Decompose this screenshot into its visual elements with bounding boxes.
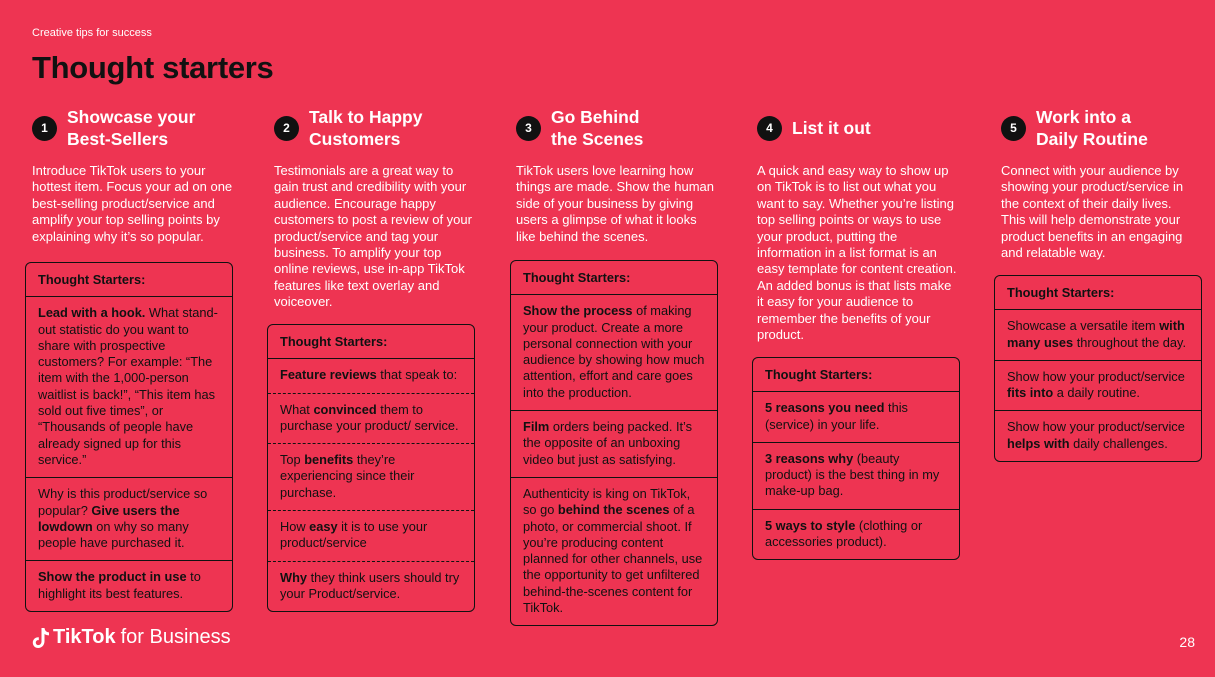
column-4-heading	[757, 106, 969, 150]
column-5-intro: Connect with your audience by showing your product/service in the context of their daily lives. This will help demonstrate your product benefits in an engaging and relatable way.	[1001, 163, 1184, 261]
page-title: Thought starters	[32, 50, 274, 85]
heading: Work into a Daily Routine	[1036, 107, 1148, 149]
column-5	[1001, 106, 1201, 150]
column-5-heading	[1001, 106, 1201, 150]
card-title: Thought Starters:	[511, 261, 717, 295]
column-2-intro: Testimonials are a great way to gain trust and credibility with your audience. Encourage happy customers to post a review of your product/service and tag your business. To amplify your top online reviews, use in-app TikTok features like text overlay and voiceover.	[274, 163, 472, 310]
card-item: 3 reasons why (beauty product) is the best thing in my make-up bag.	[753, 442, 959, 509]
card-title: Thought Starters:	[26, 263, 232, 297]
heading: Talk to Happy Customers	[309, 107, 423, 149]
column-3-card	[510, 260, 718, 626]
step-number-3: 3	[516, 116, 541, 141]
column-5-card	[994, 275, 1202, 462]
column-4	[757, 106, 969, 150]
card-item: Show the product in use to highlight its best features.	[26, 560, 232, 611]
column-1	[32, 106, 244, 150]
card-item: Lead with a hook. What stand-out statistic do you want to share with prospective customers? For example: “The item with the 1,000-person waitlist is back!”, “This item has sold out five times”, or “Thousands of people have already signed up for this service.”	[38, 305, 218, 467]
card-item: What convinced them to purchase your product/ service.	[268, 393, 474, 444]
tiktok-for-business-logo	[32, 626, 231, 649]
column-3	[516, 106, 728, 150]
card-item: How easy it is to use your product/service	[268, 510, 474, 561]
tiktok-note-icon	[32, 627, 50, 649]
column-4-intro: A quick and easy way to show up on TikTok is to list out what you want to say. Whether you’re listing top selling points or ways to use your product, putting the information in a list format is an easy template for content creation. An added bonus is that lists make it easy for your audience to remember the benefits of your product.	[757, 163, 957, 343]
card-title: Thought Starters:	[268, 325, 474, 359]
column-3-intro: TikTok users love learning how things are made. Show the human side of your business by giving users a glimpse of what it looks like behind the scenes.	[516, 163, 715, 244]
card-item: Show the process of making your product. Create a more personal connection with your audience by showing how much attention, effort and care goes into the production.	[523, 303, 705, 400]
card-item: Feature reviews that speak to:	[280, 367, 458, 383]
card-item: Show how your product/service fits into a daily routine.	[995, 360, 1201, 411]
card-item: 5 reasons you need this (service) in your life.	[765, 400, 908, 432]
card-item: Why is this product/service so popular? Give users the lowdown on why so many people have purchased it.	[26, 477, 232, 560]
card-item: Top benefits they’re experiencing since their purchase.	[268, 443, 474, 510]
column-2-card	[267, 324, 475, 612]
eyebrow-label: Creative tips for success	[32, 27, 152, 39]
card-item: 5 ways to style (clothing or accessories product).	[753, 509, 959, 560]
heading: Go Behind the Scenes	[551, 107, 644, 149]
brand-name: TikTok	[53, 626, 116, 648]
step-number-1: 1	[32, 116, 57, 141]
column-2-heading	[274, 106, 486, 150]
column-2	[274, 106, 486, 150]
card-title: Thought Starters:	[995, 276, 1201, 310]
column-1-card	[25, 262, 233, 612]
card-item: Authenticity is king on TikTok, so go behind the scenes of a photo, or commercial shoot. If you’re producing content planned for other channels, use the opportunity to get unfiltered behind-the-scenes content for TikTok.	[511, 477, 717, 625]
heading: Showcase your Best-Sellers	[67, 107, 196, 149]
brand-suffix: for Business	[120, 626, 231, 648]
page-number: 28	[1179, 634, 1195, 650]
card-item: Film orders being packed. It’s the opposite of an unboxing video but just as satisfying.	[511, 410, 717, 477]
step-number-4: 4	[757, 116, 782, 141]
step-number-2: 2	[274, 116, 299, 141]
column-3-heading	[516, 106, 728, 150]
heading: List it out	[792, 118, 871, 138]
card-title: Thought Starters:	[753, 358, 959, 392]
card-item: Showcase a versatile item with many uses throughout the day.	[1007, 318, 1187, 350]
step-number-5: 5	[1001, 116, 1026, 141]
card-item: Why they think users should try your Product/service.	[268, 561, 474, 612]
column-1-intro: Introduce TikTok users to your hottest item. Focus your ad on one best-selling product/service and amplify your top selling points by explaining why it’s so popular.	[32, 163, 233, 244]
column-4-card	[752, 357, 960, 560]
column-1-heading	[32, 106, 244, 150]
card-item: Show how your product/service helps with daily challenges.	[995, 410, 1201, 461]
